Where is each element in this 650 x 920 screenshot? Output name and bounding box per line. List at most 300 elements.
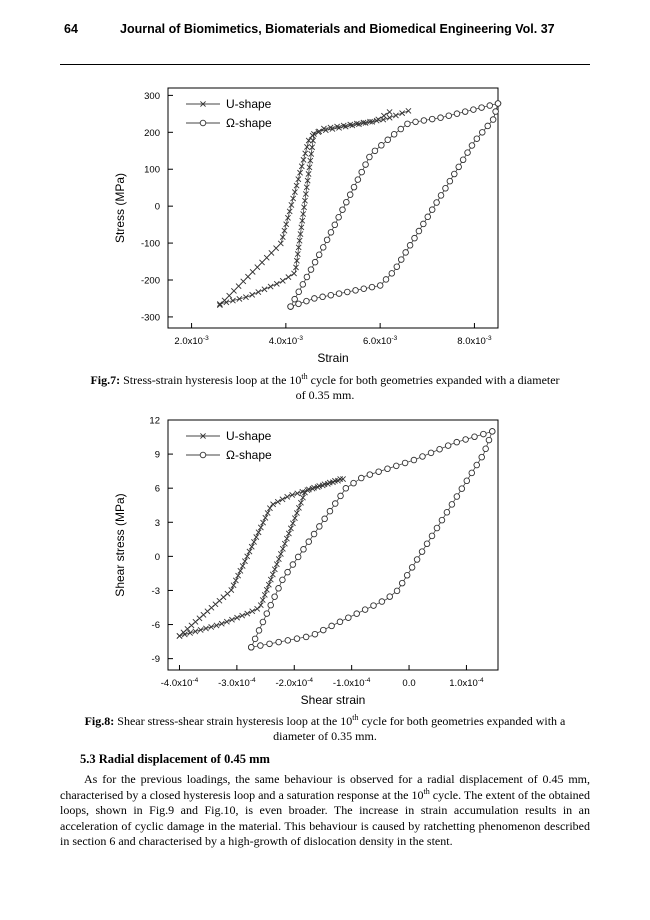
x-marker — [245, 611, 250, 616]
circle-marker — [429, 207, 435, 213]
x-marker — [270, 572, 275, 577]
x-marker — [250, 292, 255, 297]
circle-marker — [379, 599, 385, 605]
circle-marker — [469, 143, 475, 149]
circle-marker — [399, 580, 405, 586]
circle-marker — [479, 130, 485, 136]
circle-marker — [437, 446, 443, 452]
x-marker — [296, 177, 301, 182]
x-marker — [286, 275, 291, 280]
circle-marker — [264, 611, 270, 617]
x-marker — [275, 499, 280, 504]
circle-marker — [372, 148, 378, 154]
circle-marker — [459, 486, 465, 492]
figure-8-label: Fig.8: — [84, 714, 115, 728]
circle-marker — [485, 123, 491, 129]
circle-marker — [312, 259, 318, 265]
y-axis-label: Shear stress (MPa) — [113, 493, 127, 597]
circle-marker — [312, 631, 318, 637]
figure-8-caption-text-a: Shear stress-shear strain hysteresis loop at the 10 — [117, 714, 353, 728]
circle-marker — [376, 469, 382, 475]
x-marker — [298, 500, 303, 505]
circle-marker — [337, 619, 343, 625]
y-tick-label: 6 — [154, 483, 160, 495]
x-tick-label: 0.0 — [402, 678, 416, 689]
circle-marker — [451, 171, 457, 177]
circle-marker — [320, 245, 326, 251]
paragraph-text-a: As for the previous loadings, the same behaviour is observed for a radial displacement of 0.45 mm, characterised by a closed hysteresis loop and a saturation response at the 10 — [60, 772, 590, 802]
section-heading: 5.3 Radial displacement of 0.45 mm — [80, 752, 270, 766]
circle-marker — [385, 466, 391, 472]
body-paragraph — [60, 772, 590, 850]
x-marker — [301, 157, 306, 162]
x-marker — [278, 551, 283, 556]
x-marker — [265, 510, 270, 515]
x-marker — [255, 265, 260, 270]
circle-marker — [398, 126, 404, 132]
circle-marker — [421, 118, 427, 124]
x-marker — [304, 144, 309, 149]
x-marker — [340, 476, 345, 481]
circle-marker — [393, 463, 399, 469]
x-tick-label: $8.0x10^{-3}$ — [457, 335, 492, 347]
circle-marker — [308, 267, 314, 273]
x-marker — [260, 597, 265, 602]
x-marker — [268, 577, 273, 582]
y-tick-label: 9 — [154, 449, 160, 461]
x-marker — [282, 228, 287, 233]
circle-marker — [292, 296, 298, 302]
circle-marker — [256, 628, 262, 634]
x-marker — [229, 617, 234, 622]
x-tick-label: $4.0x10^{-3}$ — [268, 335, 304, 347]
x-marker — [280, 278, 285, 283]
x-marker — [222, 298, 227, 303]
circle-marker — [409, 565, 415, 571]
circle-marker — [317, 524, 323, 530]
x-marker — [241, 279, 246, 284]
circle-marker — [351, 184, 357, 190]
figure-8-caption-sup: th — [352, 713, 359, 722]
circle-marker — [260, 619, 266, 625]
x-marker — [251, 539, 256, 544]
x-marker — [280, 235, 285, 240]
circle-marker — [312, 296, 318, 302]
series-u-shape — [177, 476, 343, 638]
circle-marker — [434, 525, 440, 531]
circle-marker — [252, 636, 258, 642]
circle-marker — [454, 111, 460, 117]
circle-marker — [288, 304, 294, 310]
x-marker — [282, 541, 287, 546]
x-tick-label: $2.0x10^{-3}$ — [174, 335, 209, 347]
y-tick-label: -6 — [151, 620, 160, 632]
x-marker — [291, 271, 296, 276]
circle-marker — [359, 169, 365, 175]
x-marker — [236, 573, 241, 578]
y-tick-label: 300 — [144, 90, 160, 102]
circle-marker — [363, 162, 369, 168]
circle-marker — [493, 109, 499, 115]
x-marker — [243, 295, 248, 300]
x-marker — [280, 497, 285, 502]
circle-marker — [324, 237, 330, 243]
circle-marker — [329, 623, 335, 629]
circle-marker — [464, 478, 470, 484]
circle-marker — [404, 572, 410, 578]
circle-marker — [343, 486, 349, 492]
x-tick-label: $6.0x10^{-3}$ — [362, 335, 398, 347]
circle-marker — [276, 639, 282, 645]
x-marker — [400, 111, 405, 116]
circle-marker — [369, 284, 375, 290]
x-marker — [217, 303, 222, 308]
legend-entry — [186, 448, 272, 462]
x-tick-label: $1.0x10^{-4}$ — [449, 677, 484, 689]
x-tick-label: $-1.0x10^{-4}$ — [332, 677, 371, 689]
circle-marker — [398, 257, 404, 263]
x-marker — [263, 515, 268, 520]
circle-marker — [429, 116, 435, 122]
x-marker — [271, 502, 276, 507]
x-marker — [259, 260, 264, 265]
series-u-shape-reverse — [217, 108, 411, 307]
x-marker — [233, 578, 238, 583]
x-marker — [250, 609, 255, 614]
x-marker — [289, 202, 294, 207]
circle-marker — [407, 243, 413, 249]
circle-marker — [438, 115, 444, 121]
circle-marker — [472, 434, 478, 440]
x-marker — [303, 151, 308, 156]
x-marker — [290, 492, 295, 497]
legend-entry — [186, 429, 272, 443]
x-marker — [299, 164, 304, 169]
legend-label: Ω-shape — [226, 116, 272, 130]
figure-8-chart — [0, 412, 650, 712]
figure-7-caption-text-a: Stress-strain hysteresis loop at the 10 — [123, 373, 302, 387]
x-marker — [250, 269, 255, 274]
circle-marker — [495, 101, 501, 107]
circle-marker — [328, 292, 334, 298]
x-marker — [256, 289, 261, 294]
circle-marker — [311, 531, 317, 537]
circle-marker — [460, 157, 466, 163]
y-tick-label: 0 — [154, 551, 160, 563]
x-marker — [240, 563, 245, 568]
x-marker — [287, 209, 292, 214]
x-marker — [393, 113, 398, 118]
figure-7-caption-text-b: cycle for both geometries expanded with a diameter — [310, 373, 560, 387]
x-marker — [240, 613, 245, 618]
circle-marker — [338, 493, 344, 499]
circle-marker — [295, 554, 301, 560]
x-marker — [274, 281, 279, 286]
circle-marker — [479, 454, 485, 460]
circle-marker — [340, 207, 346, 213]
x-tick-label: $-3.0x10^{-4}$ — [218, 677, 256, 689]
x-marker — [290, 521, 295, 526]
circle-marker — [322, 516, 328, 522]
figure-7-chart — [0, 80, 650, 370]
circle-marker — [402, 460, 408, 466]
circle-marker — [434, 200, 440, 206]
circle-marker — [200, 452, 206, 458]
x-marker — [198, 627, 203, 632]
x-marker — [306, 138, 311, 143]
circle-marker — [301, 547, 307, 553]
circle-marker — [355, 177, 361, 183]
circle-marker — [296, 301, 302, 307]
series--shape — [248, 429, 495, 651]
circle-marker — [429, 533, 435, 539]
x-marker — [264, 587, 269, 592]
figure-7-caption-text-c: of 0.35 mm. — [295, 388, 355, 402]
x-marker — [288, 526, 293, 531]
x-marker — [291, 196, 296, 201]
circle-marker — [336, 291, 342, 297]
header-rule — [60, 64, 590, 65]
x-marker — [387, 109, 392, 114]
circle-marker — [371, 603, 377, 609]
circle-marker — [439, 517, 445, 523]
circle-marker — [420, 454, 426, 460]
circle-marker — [379, 143, 385, 149]
x-marker — [297, 170, 302, 175]
circle-marker — [320, 294, 326, 300]
x-marker — [237, 296, 242, 301]
circle-marker — [449, 502, 455, 508]
x-marker — [236, 284, 241, 289]
circle-marker — [425, 214, 431, 220]
x-marker — [264, 255, 269, 260]
circle-marker — [424, 541, 430, 547]
circle-marker — [351, 480, 357, 486]
y-tick-label: 100 — [144, 164, 160, 176]
circle-marker — [483, 446, 489, 452]
x-marker — [310, 133, 315, 138]
x-marker — [217, 301, 222, 306]
y-tick-label: 0 — [154, 201, 160, 213]
x-marker — [269, 250, 274, 255]
circle-marker — [344, 199, 350, 205]
y-tick-label: -9 — [151, 654, 160, 666]
circle-marker — [367, 154, 373, 160]
plot-frame — [168, 420, 498, 670]
x-marker — [266, 582, 271, 587]
x-marker — [267, 506, 272, 511]
circle-marker — [454, 439, 460, 445]
x-marker — [294, 510, 299, 515]
circle-marker — [403, 250, 409, 256]
circle-marker — [377, 283, 383, 289]
y-tick-label: -100 — [140, 238, 160, 250]
x-marker — [177, 633, 182, 638]
circle-marker — [280, 577, 286, 583]
circle-marker — [300, 282, 306, 288]
x-marker — [238, 568, 243, 573]
x-marker — [258, 603, 263, 608]
legend-entry — [186, 116, 272, 130]
circle-marker — [447, 178, 453, 184]
circle-marker — [285, 569, 291, 575]
circle-marker — [316, 252, 322, 258]
circle-marker — [367, 472, 373, 478]
circle-marker — [272, 594, 278, 600]
x-marker — [249, 544, 254, 549]
circle-marker — [394, 588, 400, 594]
x-marker — [209, 624, 214, 629]
circle-marker — [489, 429, 495, 435]
x-marker — [406, 108, 411, 113]
y-tick-label: -300 — [140, 312, 160, 324]
figure-7-caption-sup: th — [301, 372, 308, 381]
circle-marker — [474, 136, 480, 142]
circle-marker — [419, 549, 425, 555]
circle-marker — [413, 119, 419, 125]
paragraph-text-b: cycle. The extent of the obtained loops, shown in Fig.9 and Fig.10, is even broader. The increase in strain accumulation results in an acceleration of cyclic damage in the material. This behaviour is caused by ratchetting phenomenon described in section 6 and characterised by a high-growth of dislocation density in the stent. — [60, 787, 590, 848]
figure-8-caption-text-b: cycle for both geometries expanded with a — [361, 714, 566, 728]
circle-marker — [463, 437, 469, 443]
circle-marker — [285, 638, 291, 644]
circle-marker — [296, 289, 302, 295]
circle-marker — [304, 274, 310, 280]
circle-marker — [462, 109, 468, 115]
circle-marker — [486, 437, 492, 443]
plot-frame — [168, 88, 498, 328]
x-axis-label: Shear strain — [300, 693, 366, 707]
circle-marker — [387, 594, 393, 600]
x-marker — [284, 536, 289, 541]
x-marker — [254, 534, 259, 539]
circle-marker — [354, 611, 360, 617]
legend-label: Ω-shape — [226, 448, 272, 462]
x-axis-label: Strain — [317, 351, 349, 365]
circle-marker — [328, 230, 334, 236]
circle-marker — [346, 615, 352, 621]
circle-marker — [353, 288, 359, 294]
circle-marker — [454, 494, 460, 500]
circle-marker — [465, 150, 471, 156]
circle-marker — [303, 634, 309, 640]
circle-marker — [361, 286, 367, 292]
x-marker — [285, 215, 290, 220]
circle-marker — [347, 192, 353, 198]
x-marker — [260, 520, 265, 525]
series--shape-reverse — [248, 429, 495, 651]
x-marker — [284, 222, 289, 227]
circle-marker — [332, 222, 338, 228]
circle-marker — [258, 643, 264, 649]
figure-8-caption — [60, 714, 590, 744]
circle-marker — [445, 443, 451, 449]
circle-marker — [362, 607, 368, 613]
x-marker — [387, 115, 392, 120]
x-marker — [214, 623, 219, 628]
x-marker — [294, 183, 299, 188]
x-marker — [234, 615, 239, 620]
circle-marker — [320, 627, 326, 633]
series-line — [179, 479, 343, 636]
y-axis-label: Stress (MPa) — [113, 172, 127, 244]
x-marker — [230, 298, 235, 303]
circle-marker — [358, 475, 364, 481]
x-marker — [219, 621, 224, 626]
x-marker — [276, 556, 281, 561]
x-marker — [272, 567, 277, 572]
circle-marker — [391, 131, 397, 137]
circle-marker — [487, 103, 493, 109]
circle-marker — [446, 113, 452, 119]
figure-7-caption — [60, 373, 590, 403]
circle-marker — [344, 289, 350, 295]
x-marker — [278, 241, 283, 246]
x-marker — [262, 287, 267, 292]
x-marker — [262, 592, 267, 597]
circle-marker — [456, 164, 462, 170]
x-marker — [193, 629, 198, 634]
x-marker — [268, 284, 273, 289]
circle-marker — [471, 107, 477, 113]
circle-marker — [290, 562, 296, 568]
circle-marker — [479, 105, 485, 111]
circle-marker — [405, 121, 411, 127]
x-marker — [203, 626, 208, 631]
x-tick-label: $-4.0x10^{-4}$ — [160, 677, 199, 689]
x-marker — [285, 494, 290, 499]
series-line — [179, 479, 340, 636]
circle-marker — [304, 298, 310, 304]
x-marker — [274, 562, 279, 567]
x-marker — [245, 274, 250, 279]
x-marker — [280, 546, 285, 551]
x-marker — [256, 530, 261, 535]
y-tick-label: -3 — [151, 585, 160, 597]
circle-marker — [443, 185, 449, 191]
circle-marker — [200, 120, 206, 126]
circle-marker — [327, 508, 333, 514]
circle-marker — [412, 235, 418, 241]
x-marker — [247, 549, 252, 554]
circle-marker — [306, 539, 312, 545]
x-marker — [273, 246, 278, 251]
circle-marker — [336, 214, 342, 220]
circle-marker — [389, 271, 395, 277]
x-marker — [292, 516, 297, 521]
legend-label: U-shape — [226, 429, 272, 443]
circle-marker — [444, 509, 450, 515]
x-tick-label: $-2.0x10^{-4}$ — [275, 677, 313, 689]
x-marker — [300, 495, 305, 500]
circle-marker — [383, 277, 389, 283]
y-tick-label: 200 — [144, 127, 160, 139]
y-tick-label: 3 — [154, 517, 160, 529]
x-marker — [296, 505, 301, 510]
paragraph-sup: th — [423, 786, 430, 796]
figure-8-caption-text-c: diameter of 0.35 mm. — [273, 729, 377, 743]
circle-marker — [416, 228, 422, 234]
x-marker — [292, 189, 297, 194]
circle-marker — [276, 586, 282, 592]
circle-marker — [248, 644, 254, 650]
page-number: 64 — [64, 22, 78, 36]
y-tick-label: 12 — [149, 415, 160, 427]
circle-marker — [414, 557, 420, 563]
legend-label: U-shape — [226, 97, 272, 111]
x-marker — [227, 293, 232, 298]
x-marker — [242, 559, 247, 564]
x-marker — [295, 491, 300, 496]
